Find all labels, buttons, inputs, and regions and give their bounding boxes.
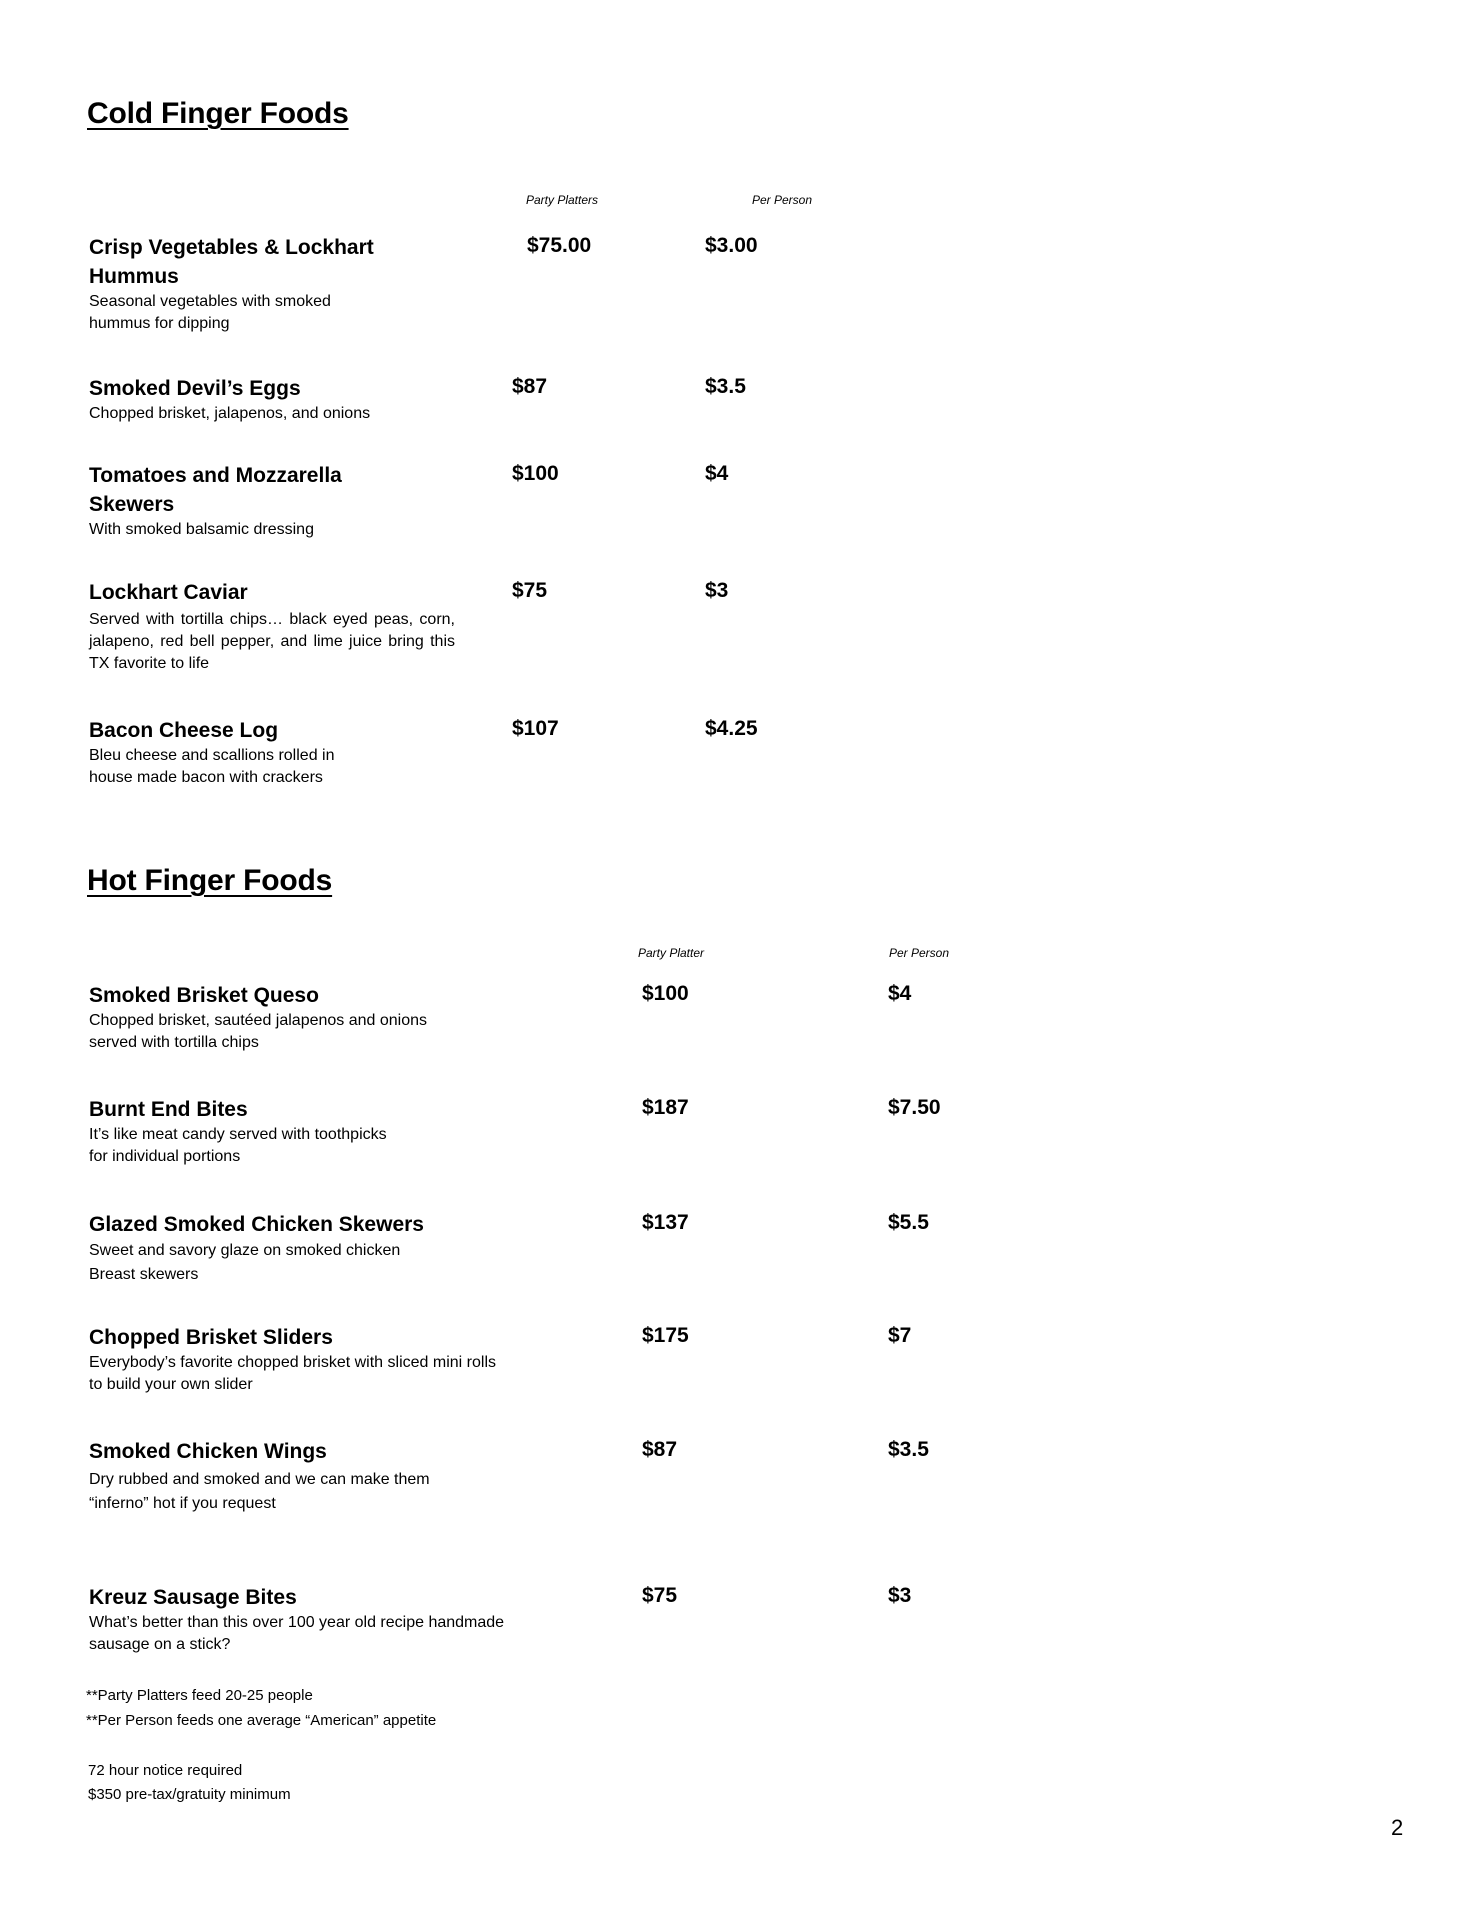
menu-item-smoked-brisket-queso	[89, 981, 649, 1054]
item-platter-price: $187	[642, 1096, 689, 1119]
cold-per-person-header: Per Person	[752, 193, 813, 207]
item-person-price: $3	[888, 1584, 912, 1607]
party-platter-note: **Party Platters feed 20-25 people	[86, 1687, 313, 1704]
item-description: Chopped brisket, sautéed jalapenos and onions served with tortilla chips	[89, 1012, 428, 1051]
item-description: Sweet and savory glaze on smoked chicken Breast skewers	[89, 1242, 401, 1283]
item-description: Dry rubbed and smoked and we can make them “inferno” hot if you request	[89, 1471, 430, 1512]
item-name: Smoked Devil’s Eggs	[89, 377, 301, 400]
item-name: Smoked Chicken Wings	[89, 1440, 327, 1463]
item-platter-price: $75	[512, 579, 548, 602]
cold-section-title: Cold Finger Foods	[87, 97, 349, 130]
item-name: Kreuz Sausage Bites	[89, 1586, 297, 1609]
item-person-price: $4.25	[705, 717, 758, 740]
page-number: 2	[1391, 1815, 1404, 1840]
item-description: Seasonal vegetables with smoked hummus for dipping	[89, 293, 331, 332]
item-name: Crisp Vegetables & Lockhart Hummus	[89, 236, 374, 288]
item-platter-price: $100	[642, 982, 689, 1005]
item-name: Chopped Brisket Sliders	[89, 1326, 333, 1349]
item-platter-price: $107	[512, 717, 559, 740]
item-person-price: $5.5	[888, 1211, 929, 1234]
hot-section-title: Hot Finger Foods	[87, 864, 333, 897]
item-platter-price: $75	[642, 1584, 678, 1607]
item-platter-price: $87	[512, 375, 548, 398]
menu-item-smoked-devils-eggs	[89, 374, 509, 425]
menu-item-glazed-chicken-skewers	[89, 1210, 649, 1287]
item-person-price: $3.5	[705, 375, 746, 398]
item-name: Lockhart Caviar	[89, 581, 248, 604]
item-person-price: $7.50	[888, 1096, 941, 1119]
per-person-note: **Per Person feeds one average “American” appetite	[86, 1712, 437, 1729]
menu-item-kreuz-sausage-bites	[89, 1583, 649, 1656]
hot-per-person-header: Per Person	[889, 946, 950, 960]
item-platter-price: $175	[642, 1324, 689, 1347]
item-description: It’s like meat candy served with toothpicks for individual portions	[89, 1126, 387, 1165]
notice-required-note: 72 hour notice required	[88, 1762, 243, 1779]
menu-item-tomatoes-mozzarella	[89, 461, 509, 541]
item-description: Bleu cheese and scallions rolled in house made bacon with crackers	[89, 747, 335, 786]
item-person-price: $7	[888, 1324, 912, 1347]
item-description: Everybody’s favorite chopped brisket with sliced mini rolls to build your own slider	[89, 1354, 496, 1393]
item-description: Chopped brisket, jalapenos, and onions	[89, 405, 371, 422]
item-description: Served with tortilla chips… black eyed peas, corn, jalapeno, red bell pepper, and lime juice bring this TX favorite to life	[89, 611, 455, 672]
cold-party-platters-header: Party Platters	[526, 193, 599, 207]
menu-item-burnt-end-bites	[89, 1095, 649, 1168]
item-platter-price: $87	[642, 1438, 678, 1461]
item-name: Bacon Cheese Log	[89, 719, 279, 742]
item-person-price: $4	[705, 462, 729, 485]
item-person-price: $4	[888, 982, 912, 1005]
item-name: Smoked Brisket Queso	[89, 984, 319, 1007]
item-person-price: $3.5	[888, 1438, 929, 1461]
hot-party-platter-header: Party Platter	[638, 946, 705, 960]
menu-item-chopped-brisket-sliders	[89, 1323, 649, 1396]
item-platter-price: $75.00	[527, 234, 592, 257]
item-name: Burnt End Bites	[89, 1098, 248, 1121]
item-description: What’s better than this over 100 year old recipe handmade sausage on a stick?	[89, 1614, 505, 1653]
item-platter-price: $100	[512, 462, 559, 485]
menu-item-crisp-vegetables	[89, 233, 509, 335]
item-platter-price: $137	[642, 1211, 689, 1234]
menu-item-bacon-cheese-log	[89, 716, 509, 789]
menu-item-smoked-chicken-wings	[89, 1437, 649, 1516]
item-description: With smoked balsamic dressing	[89, 521, 314, 538]
item-person-price: $3.00	[705, 234, 758, 257]
item-name: Tomatoes and Mozzarella Skewers	[89, 464, 342, 516]
minimum-order-note: $350 pre-tax/gratuity minimum	[88, 1786, 291, 1803]
menu-item-lockhart-caviar	[89, 578, 455, 675]
item-person-price: $3	[705, 579, 729, 602]
item-name: Glazed Smoked Chicken Skewers	[89, 1213, 424, 1236]
